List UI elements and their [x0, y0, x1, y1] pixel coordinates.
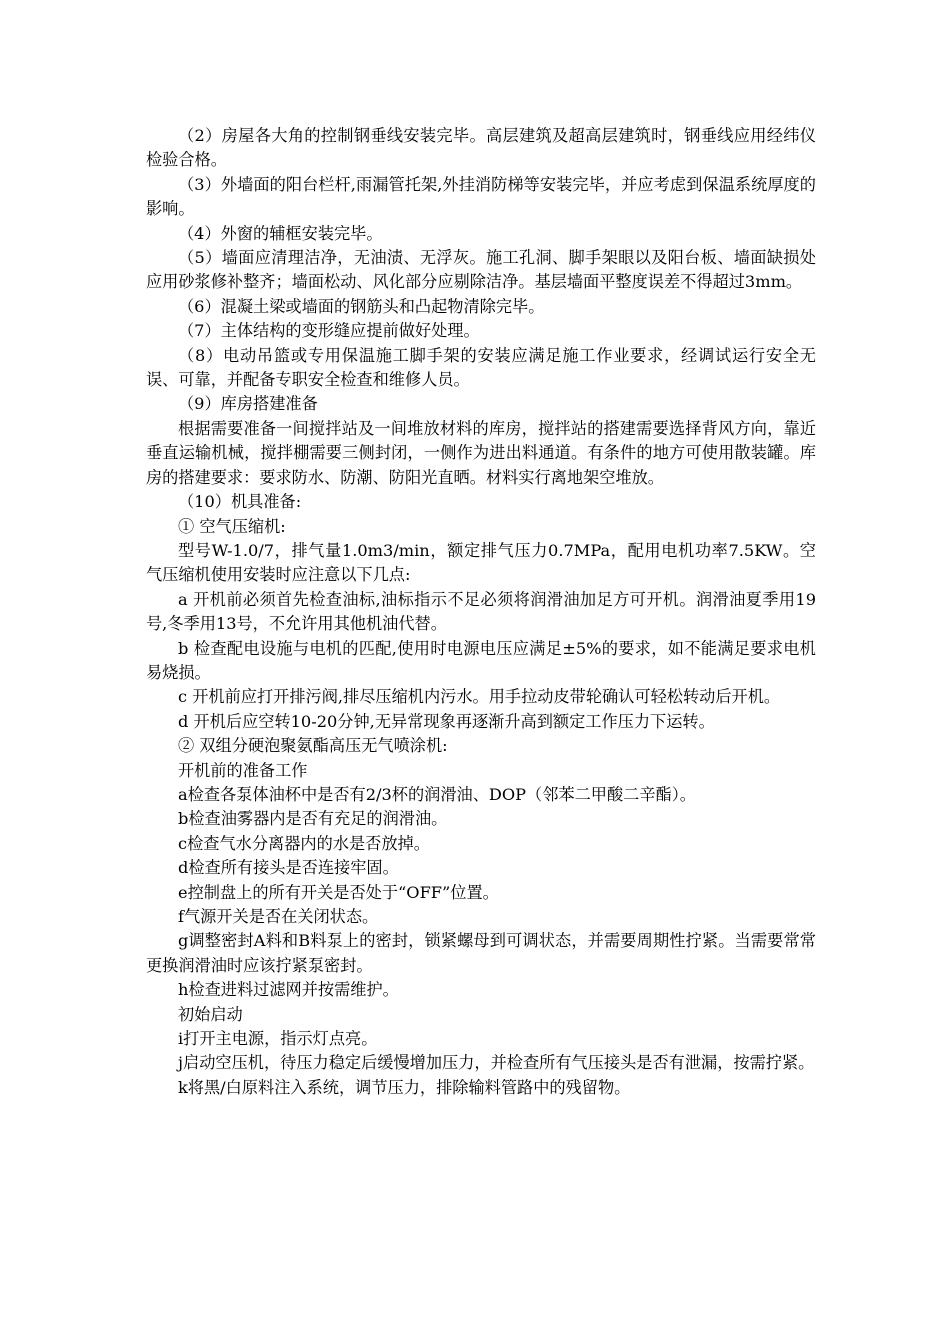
- paragraph: ② 双组分硬泡聚氨酯高压无气喷涂机:: [178, 736, 448, 756]
- document-body: [146, 124, 816, 1100]
- paragraph: （4）外窗的辅框安装完毕。: [178, 223, 383, 243]
- paragraph: i打开主电源，指示灯点亮。: [178, 1029, 378, 1049]
- paragraph: ① 空气压缩机:: [178, 516, 286, 536]
- paragraph: （2）房屋各大角的控制钢垂线安装完毕。高层建筑及超高层建筑时，钢垂线应用经纬仪检验合格。: [146, 126, 816, 170]
- paragraph: d 开机后应空转10-20分钟,无异常现象再逐渐升高到额定工作压力下运转。: [178, 711, 715, 731]
- paragraph: e控制盘上的所有开关是否处于“OFF”位置。: [178, 882, 499, 902]
- paragraph: （9）库房搭建准备: [178, 394, 318, 414]
- paragraph: （8）电动吊篮或专用保温施工脚手架的安装应满足施工作业要求，经调试运行安全无误、可靠，并配备专职安全检查和维修人员。: [146, 345, 816, 390]
- paragraph: a检查各泵体油杯中是否有2/3杯的润滑油、DOP（邻苯二甲酸二辛酯）。: [178, 784, 696, 804]
- paragraph: d检查所有接头是否连接牢固。: [178, 858, 399, 878]
- paragraph: 型号W-1.0/7，排气量1.0m3/min，额定排气压力0.7MPa，配用电机功率7.5KW。空气压缩机使用安装时应注意以下几点:: [146, 540, 816, 585]
- paragraph: 初始启动: [178, 1004, 243, 1024]
- paragraph: 根据需要准备一间搅拌站及一间堆放材料的库房，搅拌站的搭建需要选择背风方向，靠近垂直运输机械，搅拌棚需要三侧封闭，一侧作为进出料通道。有条件的地方可使用散装罐。库房的搭建要求：要求防水、防潮、防阳光直晒。材料实行离地架空堆放。: [146, 418, 816, 487]
- paragraph: （3）外墙面的阳台栏杆,雨漏管托架,外挂消防梯等安装完毕，并应考虑到保温系统厚度的影响。: [146, 174, 816, 219]
- paragraph: a 开机前必须首先检查油标,油标指示不足必须将润滑油加足方可开机。润滑油夏季用19号,冬季用13号，不允许用其他机油代替。: [146, 589, 816, 634]
- paragraph: （10）机具准备:: [178, 492, 302, 512]
- paragraph: （5）墙面应清理洁净，无油渍、无浮灰。施工孔洞、脚手架眼以及阳台板、墙面缺损处应用砂浆修补整齐；墙面松动、风化部分应剔除洁净。基层墙面平整度误差不得超过3mm。: [146, 248, 816, 292]
- paragraph: b检查油雾器内是否有充足的润滑油。: [178, 809, 448, 829]
- paragraph: k将黑/白原料注入系统，调节压力，排除输料管路中的残留物。: [178, 1077, 631, 1097]
- paragraph: 开机前的准备工作: [178, 760, 308, 780]
- paragraph: （7）主体结构的变形缝应提前做好处理。: [178, 321, 480, 341]
- paragraph: b 检查配电设施与电机的匹配,使用时电源电压应满足±5%的要求，如不能满足要求电机易烧损。: [146, 638, 816, 682]
- paragraph: j启动空压机，待压力稳定后缓慢增加压力，并检查所有气压接头是否有泄漏，按需拧紧。: [178, 1053, 815, 1073]
- paragraph: g调整密封A料和B料泵上的密封，锁紧螺母到可调状态，并需要周期性拧紧。当需要常常更换润滑油时应该拧紧泵密封。: [146, 931, 816, 975]
- paragraph: c检查气水分离器内的水是否放掉。: [178, 833, 430, 853]
- paragraph: （6）混凝土梁或墙面的钢筋头和凸起物清除完毕。: [178, 296, 545, 316]
- paragraph: f气源开关是否在关闭状态。: [178, 907, 379, 926]
- paragraph: h检查进料过滤网并按需维护。: [178, 980, 399, 1000]
- paragraph: c 开机前应打开排污阀,排尽压缩机内污水。用手拉动皮带轮确认可轻松转动后开机。: [178, 687, 781, 707]
